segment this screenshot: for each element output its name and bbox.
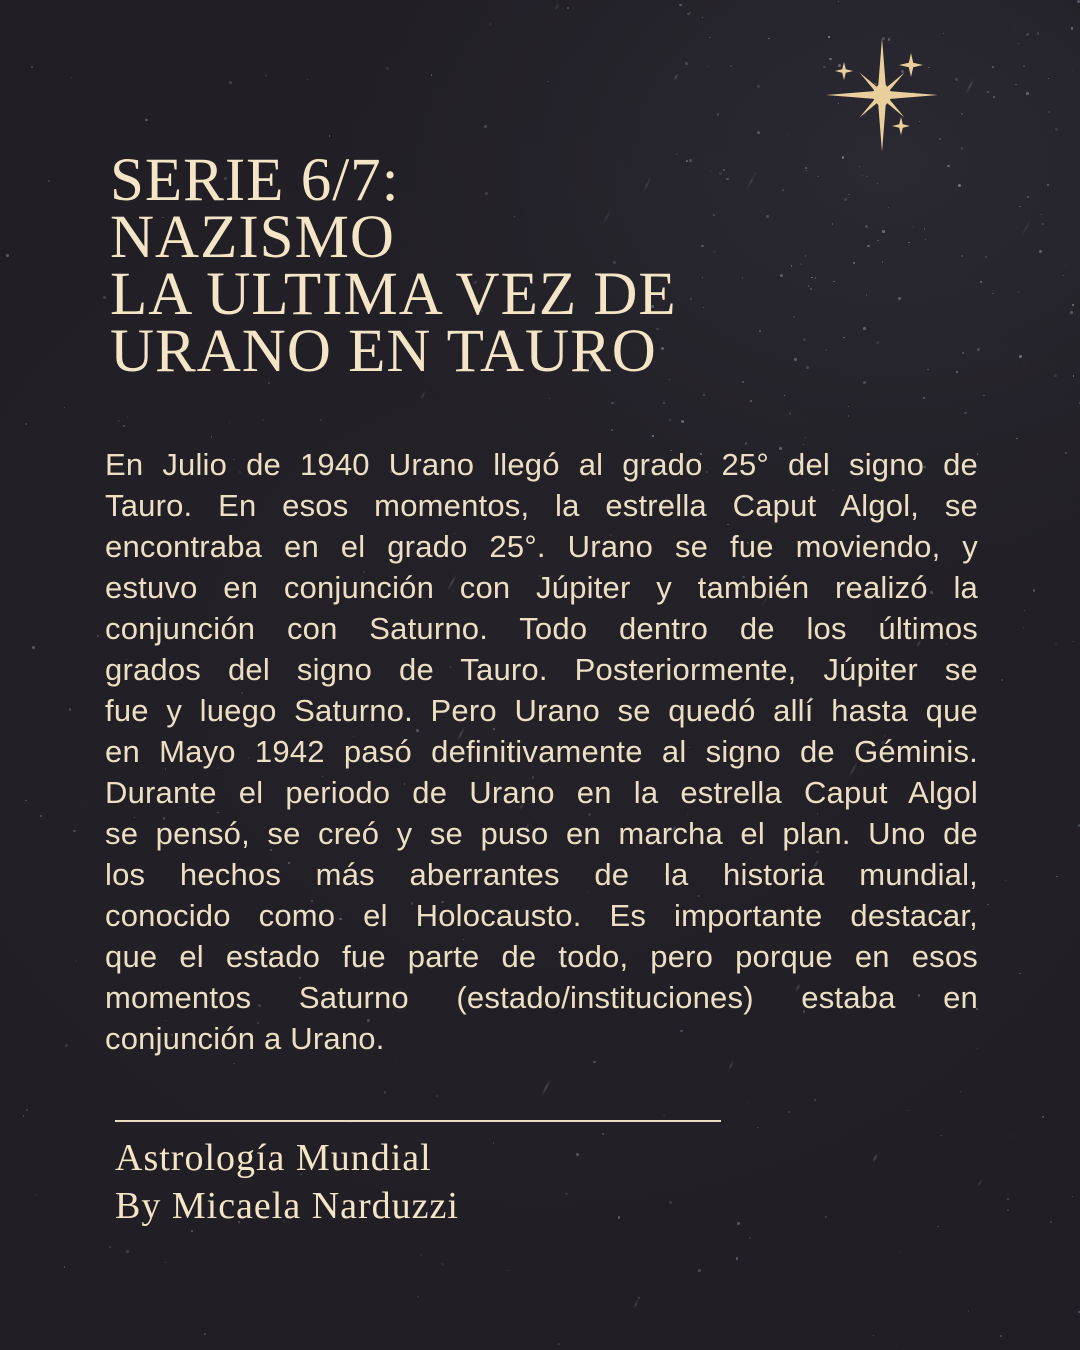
body-line: que el estado fue parte de todo, pero porque en esos bbox=[105, 939, 978, 974]
star-speck bbox=[83, 800, 84, 801]
star-speck bbox=[701, 245, 704, 248]
small-sparkle-bottom-icon bbox=[892, 117, 910, 135]
star-speck bbox=[896, 1346, 897, 1347]
star-trail bbox=[554, 3, 559, 11]
star-speck bbox=[717, 113, 719, 115]
star-speck bbox=[109, 1246, 111, 1248]
star-speck bbox=[233, 1063, 234, 1064]
star-speck bbox=[838, 1, 839, 2]
star-trail bbox=[419, 390, 426, 401]
star-speck bbox=[1039, 250, 1042, 253]
star-speck bbox=[958, 184, 961, 187]
star-speck bbox=[723, 169, 725, 171]
star-speck bbox=[386, 67, 388, 69]
star-speck bbox=[1073, 375, 1074, 376]
star-speck bbox=[829, 245, 830, 246]
star-speck bbox=[689, 159, 692, 162]
star-speck bbox=[1040, 214, 1041, 215]
star-speck bbox=[750, 400, 752, 402]
star-speck bbox=[1019, 973, 1021, 975]
star-speck bbox=[713, 214, 715, 216]
star-trail bbox=[632, 1299, 638, 1309]
star-speck bbox=[669, 419, 671, 421]
star-speck bbox=[924, 228, 926, 230]
star-speck bbox=[863, 381, 866, 384]
star-speck bbox=[1023, 627, 1024, 628]
star-speck bbox=[800, 263, 802, 265]
star-speck bbox=[780, 274, 783, 277]
star-speck bbox=[833, 281, 835, 283]
star-speck bbox=[23, 1115, 25, 1117]
star-speck bbox=[1072, 304, 1074, 306]
star-speck bbox=[977, 348, 980, 351]
star-speck bbox=[1048, 78, 1049, 79]
star-speck bbox=[726, 178, 729, 181]
star-speck bbox=[687, 13, 689, 15]
star-speck bbox=[690, 298, 692, 300]
star-speck bbox=[703, 394, 705, 396]
star-speck bbox=[420, 1254, 422, 1256]
body-line: Durante el periodo de Urano en la estrella Caput Algol bbox=[105, 775, 978, 810]
star-speck bbox=[679, 4, 681, 6]
star-speck bbox=[229, 81, 232, 84]
author-byline: By Micaela Narduzzi bbox=[115, 1185, 459, 1227]
star-speck bbox=[791, 265, 792, 266]
star-trail bbox=[541, 1079, 552, 1097]
star-speck bbox=[888, 207, 889, 208]
star-trail bbox=[1021, 220, 1031, 237]
star-speck bbox=[784, 395, 785, 396]
body-line: grados del signo de Tauro. Posteriormente, Júpiter se bbox=[105, 652, 978, 687]
star-speck bbox=[685, 62, 688, 65]
star-speck bbox=[709, 37, 710, 38]
star-speck bbox=[987, 904, 989, 906]
star-speck bbox=[441, 1263, 443, 1265]
star-speck bbox=[65, 1044, 67, 1046]
star-trail bbox=[746, 173, 757, 191]
star-speck bbox=[736, 1257, 738, 1259]
star-speck bbox=[1072, 1196, 1073, 1197]
star-speck bbox=[825, 349, 827, 351]
star-speck bbox=[878, 240, 879, 241]
star-speck bbox=[865, 225, 868, 228]
star-speck bbox=[1056, 876, 1057, 877]
star-speck bbox=[1070, 311, 1073, 314]
title-line-3: LA ULTIMA VEZ DE bbox=[110, 261, 677, 328]
star-speck bbox=[48, 180, 50, 182]
star-speck bbox=[923, 397, 925, 399]
star-speck bbox=[980, 281, 983, 284]
sparkle-star-icon bbox=[806, 20, 962, 176]
star-speck bbox=[788, 134, 789, 135]
star-speck bbox=[211, 436, 212, 437]
star-trail bbox=[965, 78, 975, 95]
star-speck bbox=[993, 96, 995, 98]
star-speck bbox=[843, 337, 844, 338]
star-speck bbox=[867, 245, 870, 248]
star-speck bbox=[956, 371, 958, 373]
star-speck bbox=[611, 402, 614, 405]
body-line: encontraba en el grado 25°. Urano se fue moviendo, y bbox=[105, 529, 978, 564]
star-speck bbox=[877, 183, 878, 184]
body-line: se pensó, se creó y se puso en marcha el plan. Uno de bbox=[105, 816, 978, 851]
star-speck bbox=[1065, 265, 1067, 267]
star-speck bbox=[882, 261, 884, 263]
star-speck bbox=[702, 277, 703, 278]
star-speck bbox=[69, 708, 72, 711]
star-speck bbox=[1055, 128, 1058, 131]
star-speck bbox=[1012, 1135, 1015, 1138]
title-line-1: SERIE 6/7: bbox=[110, 147, 400, 214]
star-speck bbox=[25, 423, 27, 425]
star-speck bbox=[805, 255, 807, 257]
star-speck bbox=[1023, 366, 1025, 368]
star-speck bbox=[1042, 1116, 1044, 1118]
star-speck bbox=[652, 435, 653, 436]
star-speck bbox=[1063, 275, 1064, 276]
star-speck bbox=[1017, 291, 1019, 293]
star-speck bbox=[165, 1262, 166, 1263]
star-speck bbox=[1019, 355, 1022, 358]
star-speck bbox=[1019, 206, 1020, 207]
star-speck bbox=[35, 1194, 36, 1195]
star-speck bbox=[1014, 30, 1016, 32]
body-line: conocido como el Holocausto. Es importante destacar, bbox=[105, 898, 978, 933]
star-speck bbox=[320, 419, 322, 421]
star-speck bbox=[937, 1226, 939, 1228]
star-speck bbox=[1054, 374, 1057, 377]
body-line: estuvo en conjunción con Júpiter y también realizó la bbox=[105, 570, 978, 605]
small-sparkle-left-icon bbox=[835, 62, 853, 80]
star-speck bbox=[810, 288, 812, 290]
star-speck bbox=[64, 407, 65, 408]
star-speck bbox=[1018, 43, 1020, 45]
star-speck bbox=[1023, 65, 1025, 67]
star-speck bbox=[1055, 643, 1057, 645]
star-speck bbox=[681, 420, 684, 423]
star-speck bbox=[567, 7, 569, 9]
star-speck bbox=[127, 416, 129, 418]
body-line: momentos Saturno (estado/instituciones) estaba en bbox=[105, 980, 978, 1015]
star-speck bbox=[6, 254, 9, 257]
star-speck bbox=[262, 419, 264, 421]
star-speck bbox=[31, 66, 33, 68]
star-speck bbox=[1042, 223, 1044, 225]
star-speck bbox=[805, 437, 806, 438]
star-speck bbox=[748, 1102, 749, 1103]
star-speck bbox=[940, 1135, 942, 1137]
body-line: conjunción con Saturno. Todo dentro de los últimos bbox=[105, 611, 978, 646]
star-speck bbox=[123, 425, 125, 427]
star-speck bbox=[968, 1310, 969, 1311]
star-speck bbox=[1007, 1209, 1008, 1210]
star-speck bbox=[913, 226, 914, 227]
star-speck bbox=[863, 327, 866, 330]
body-line-last: conjunción a Urano. bbox=[105, 1021, 385, 1056]
star-speck bbox=[265, 74, 267, 76]
star-speck bbox=[1037, 32, 1040, 35]
star-speck bbox=[814, 1099, 816, 1101]
star-speck bbox=[75, 960, 77, 962]
star-speck bbox=[71, 77, 72, 78]
star-speck bbox=[1001, 679, 1003, 681]
star-speck bbox=[698, 1269, 700, 1271]
star-speck bbox=[1015, 84, 1017, 86]
star-speck bbox=[707, 66, 708, 67]
star-speck bbox=[848, 194, 850, 196]
body-line: En Julio de 1940 Urano llegó al grado 25° del signo de bbox=[105, 447, 978, 482]
title-line-4: URANO EN TAURO bbox=[110, 318, 657, 385]
body-line: en Mayo 1942 pasó definitivamente al signo de Géminis. bbox=[105, 734, 978, 769]
star-trail bbox=[727, 1060, 734, 1071]
star-speck bbox=[1050, 1221, 1052, 1223]
star-speck bbox=[329, 135, 331, 137]
title-line-2: NAZISMO bbox=[110, 204, 395, 271]
star-speck bbox=[1072, 641, 1073, 642]
star-speck bbox=[490, 23, 492, 25]
star-speck bbox=[714, 251, 715, 252]
star-speck bbox=[1000, 1335, 1002, 1337]
star-speck bbox=[611, 429, 614, 432]
star-speck bbox=[191, 1230, 193, 1232]
star-speck bbox=[117, 420, 120, 423]
star-speck bbox=[1071, 27, 1073, 29]
star-speck bbox=[848, 406, 849, 407]
star-speck bbox=[25, 800, 26, 801]
star-speck bbox=[742, 277, 743, 278]
star-speck bbox=[808, 285, 809, 286]
star-speck bbox=[1048, 111, 1050, 113]
star-speck bbox=[547, 81, 549, 83]
star-speck bbox=[384, 1091, 386, 1093]
star-speck bbox=[789, 412, 791, 414]
star-speck bbox=[907, 1110, 908, 1111]
star-speck bbox=[992, 293, 993, 294]
star-speck bbox=[558, 1343, 560, 1345]
star-speck bbox=[26, 1109, 28, 1111]
small-sparkle-right-icon bbox=[899, 53, 923, 77]
star-speck bbox=[757, 85, 760, 88]
star-speck bbox=[686, 160, 689, 163]
star-speck bbox=[1005, 880, 1006, 881]
star-speck bbox=[927, 369, 929, 371]
star-speck bbox=[882, 230, 884, 232]
star-speck bbox=[1026, 92, 1029, 95]
star-speck bbox=[794, 358, 797, 361]
star-speck bbox=[1007, 1198, 1009, 1200]
star-speck bbox=[844, 198, 847, 201]
star-speck bbox=[1065, 452, 1067, 454]
star-speck bbox=[737, 1222, 740, 1225]
star-speck bbox=[757, 131, 760, 134]
star-speck bbox=[663, 402, 665, 404]
star-speck bbox=[749, 1237, 751, 1239]
star-speck bbox=[126, 1250, 129, 1253]
body-line: los hechos más aberrantes de la historia mundial, bbox=[105, 857, 978, 892]
star-speck bbox=[431, 74, 433, 76]
star-speck bbox=[985, 256, 987, 258]
body-line: Tauro. En esos momentos, la estrella Caput Algol, se bbox=[105, 488, 978, 523]
star-speck bbox=[97, 635, 99, 637]
star-speck bbox=[908, 242, 910, 244]
star-speck bbox=[1026, 33, 1029, 36]
star-speck bbox=[848, 415, 850, 417]
body-line: fue y luego Saturno. Pero Urano se quedó allí hasta que bbox=[105, 693, 978, 728]
star-speck bbox=[853, 262, 855, 264]
star-trail bbox=[673, 73, 678, 81]
star-speck bbox=[549, 398, 550, 399]
star-speck bbox=[145, 119, 148, 122]
brand-name: Astrología Mundial bbox=[115, 1137, 432, 1179]
star-speck bbox=[663, 1114, 665, 1116]
star-speck bbox=[876, 341, 879, 344]
star-trail bbox=[977, 1179, 983, 1187]
star-speck bbox=[702, 17, 703, 18]
star-speck bbox=[811, 277, 812, 278]
star-speck bbox=[593, 1061, 595, 1063]
star-speck bbox=[719, 172, 722, 175]
star-speck bbox=[1027, 196, 1029, 198]
star-speck bbox=[1072, 70, 1074, 72]
star-speck bbox=[204, 1333, 206, 1335]
star-speck bbox=[32, 646, 35, 649]
star-speck bbox=[768, 38, 769, 39]
star-speck bbox=[742, 381, 744, 383]
star-speck bbox=[788, 1111, 790, 1113]
star-speck bbox=[13, 1137, 14, 1138]
star-speck bbox=[925, 239, 926, 240]
star-speck bbox=[793, 316, 795, 318]
star-speck bbox=[1047, 184, 1049, 186]
star-speck bbox=[484, 125, 486, 127]
star-speck bbox=[803, 338, 806, 341]
star-speck bbox=[766, 215, 768, 217]
star-speck bbox=[898, 297, 901, 300]
star-speck bbox=[711, 170, 712, 171]
footer bbox=[115, 1120, 721, 1228]
star-speck bbox=[103, 296, 106, 299]
star-speck bbox=[757, 1127, 758, 1128]
star-speck bbox=[436, 1095, 438, 1097]
star-speck bbox=[1033, 589, 1036, 592]
star-speck bbox=[806, 366, 809, 369]
post-title bbox=[110, 147, 677, 385]
star-speck bbox=[730, 65, 732, 67]
star-speck bbox=[64, 1266, 65, 1267]
star-speck bbox=[961, 255, 963, 257]
star-speck bbox=[40, 815, 43, 818]
star-speck bbox=[1016, 438, 1018, 440]
star-speck bbox=[508, 1270, 509, 1271]
star-speck bbox=[866, 294, 868, 296]
star-speck bbox=[960, 1091, 961, 1092]
star-speck bbox=[1024, 610, 1025, 611]
star-speck bbox=[307, 79, 308, 80]
star-trail bbox=[872, 1153, 879, 1163]
star-speck bbox=[964, 412, 966, 414]
star-speck bbox=[987, 91, 989, 93]
body-paragraph bbox=[105, 444, 978, 1059]
star-speck bbox=[900, 1252, 901, 1253]
star-speck bbox=[417, 1296, 419, 1298]
star-speck bbox=[873, 1335, 874, 1336]
star-speck bbox=[825, 1216, 827, 1218]
star-speck bbox=[992, 66, 994, 68]
star-speck bbox=[832, 223, 833, 224]
star-speck bbox=[983, 395, 984, 396]
star-speck bbox=[395, 1063, 396, 1064]
star-speck bbox=[703, 307, 705, 309]
star-speck bbox=[73, 830, 75, 832]
star-speck bbox=[782, 189, 784, 191]
star-speck bbox=[759, 330, 761, 332]
footer-divider bbox=[115, 1120, 721, 1122]
star-speck bbox=[229, 422, 230, 423]
star-speck bbox=[815, 277, 816, 278]
star-speck bbox=[962, 352, 964, 354]
